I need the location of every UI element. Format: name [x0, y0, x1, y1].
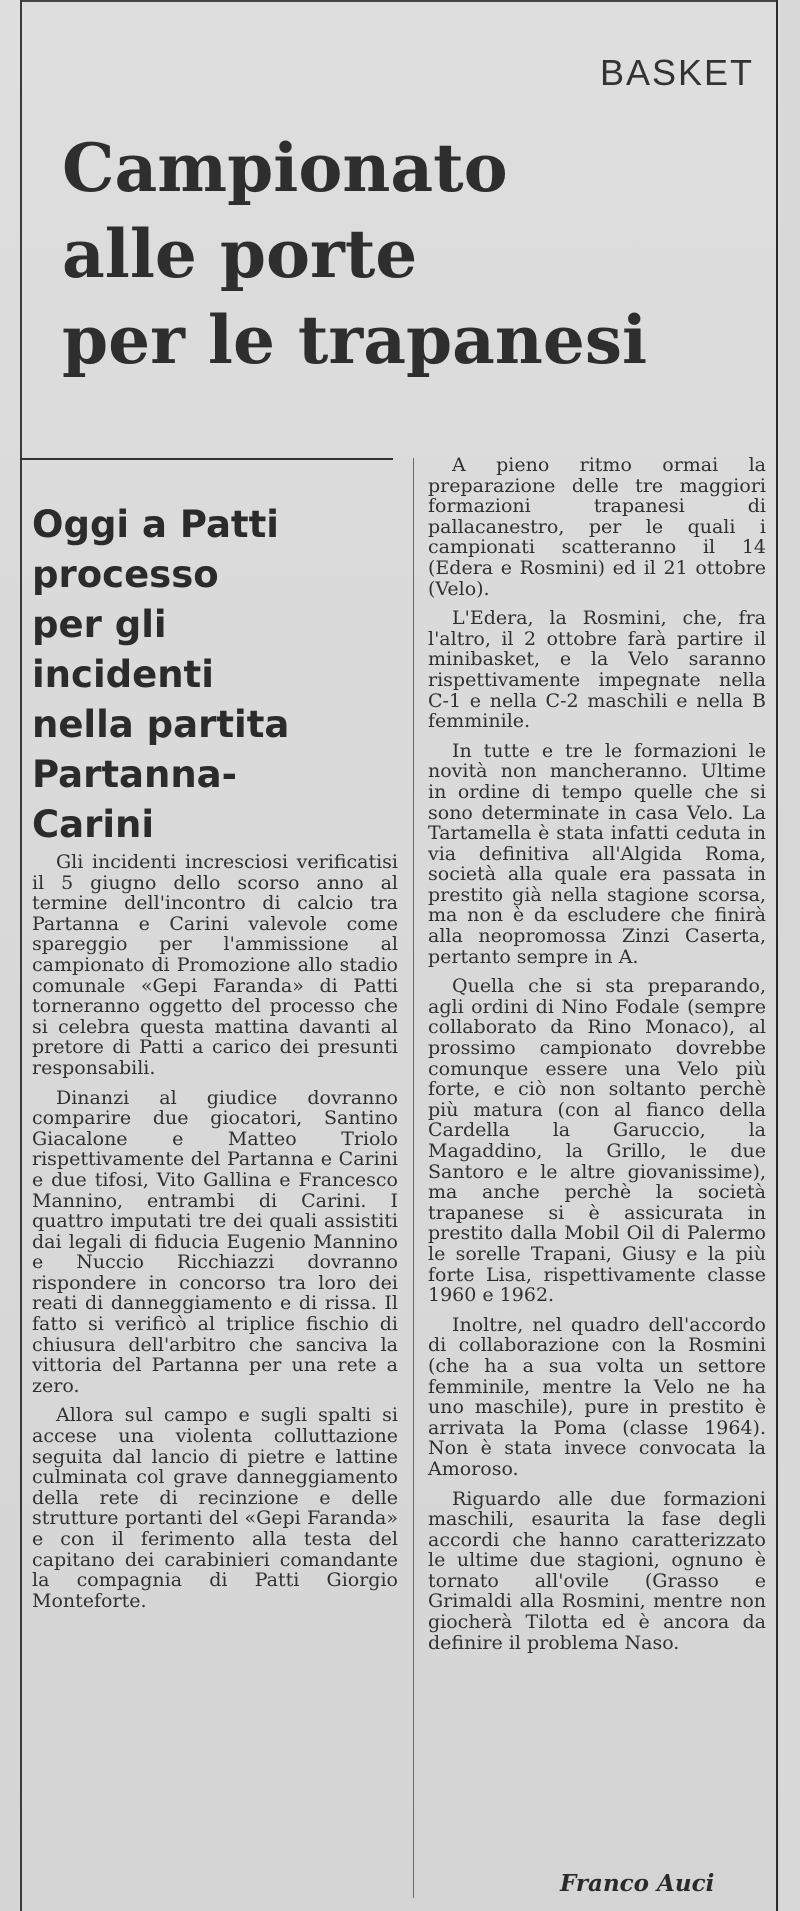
headline-line: per le trapanesi: [62, 301, 648, 379]
paragraph: Dinanzi al giudice dovranno comparire due giocatori, Santino Giacalone e Matteo Triolo rispettivamente del Partanna e Carini e due tifosi, Vito Gallina e Francesco Mannino, entrambi di Carini. I quattro imputati tre dei quali assistiti dai legali di fiducia Eugenio Mannino e Nuccio Ricchiazzi dovranno rispondere in concorso tra loro dei reati di danneggiamento e di rissa. Il fatto si verificò al triplice fischio di chiusura dell'arbitro che sanciva la vittoria del Partanna per una rete a zero.: [32, 1086, 398, 1397]
subhead-rule: [20, 458, 393, 460]
author-byline: Franco Auci: [560, 1870, 715, 1897]
column-divider: [413, 458, 414, 1898]
subhead-line: per gli: [32, 603, 167, 646]
headline: [62, 125, 762, 383]
paragraph: A pieno ritmo ormai la preparazione delle tre maggiori formazioni trapanesi di pallacanestro, per le quali i campionati scatteranno il 14 (Edera e Rosmini) ed il 21 ottobre (Velo).: [428, 454, 766, 600]
paragraph: L'Edera, la Rosmini, che, fra l'altro, il 2 ottobre farà partire il minibasket, e la Velo saranno rispettivamente impegnate nella C-1 e nella C-2 maschili e nella B femminile.: [428, 607, 766, 733]
left-article-body: [32, 852, 398, 1620]
paragraph: Allora sul campo e sugli spalti si accese una violenta colluttazione seguita dal lancio di pietre e lattine culminata col grave danneggiamento della rete di recinzione e delle strutture portanti del «Gepi Faranda» e con il ferimento alla testa del capitano dei carabinieri comandante la compagnia di Patti Giorgio Monteforte.: [32, 1404, 398, 1612]
subhead-line: processo: [32, 553, 219, 596]
headline-line: Campionato: [62, 129, 508, 207]
subhead-line: Carini: [32, 803, 155, 846]
paragraph: Inoltre, nel quadro dell'accordo di collaborazione con la Rosmini (che ha a sua volta un settore femminile, mentre la Velo ne ha uno maschile), pure in prestito è arrivata la Poma (classe 1964). Non è stata invece convocata la Amoroso.: [428, 1313, 766, 1480]
paragraph: Gli incidenti incresciosi verificatisi il 5 giugno dello scorso anno al termine dell'incontro di calcio tra Partanna e Carini valevole come spareggio per l'ammissione al campionato di Promozione allo stadio comunale «Gepi Faranda» di Patti torneranno oggetto del processo che si celebra questa mattina davanti al pretore di Patti a carico dei presunti responsabili.: [32, 851, 398, 1079]
subhead-line: nella partita: [32, 703, 290, 746]
left-border-rule: [20, 0, 22, 1911]
paragraph: Riguardo alle due formazioni maschili, esaurita la fase degli accordi che hanno caratterizzato le ultime due stagioni, ognuno è tornato all'ovile (Grasso e Grimaldi alla Rosmini, mentre non giocherà Tilotta ed è ancora da definire il problema Naso.: [428, 1487, 766, 1654]
subheadline: [32, 500, 402, 850]
right-article-body: [428, 455, 766, 1662]
section-label: BASKET: [600, 52, 755, 93]
right-border-rule: [776, 0, 778, 1911]
paragraph: In tutte e tre le formazioni le novità non mancheranno. Ultime in ordine di tempo quelle che si sono determinate in casa Velo. La Tartamella è stata infatti ceduta in via definitiva all'Algida Roma, società alla quale era passata in prestito già nella stagione scorsa, ma non è da escludere che finirà alla neopromossa Zinzi Caserta, pertanto sempre in A.: [428, 739, 766, 968]
subhead-line: Partanna-: [32, 753, 237, 796]
top-rule: [20, 0, 778, 2]
headline-line: alle porte: [62, 215, 418, 293]
subhead-line: incidenti: [32, 653, 214, 696]
paragraph: Quella che si sta preparando, agli ordini di Nino Fodale (sempre collaborato da Rino Monaco), al prossimo campionato dovrebbe comunque essere una Velo più forte, e ciò non soltanto perchè più matura (con al fianco della Cardella la Garuccio, la Magaddino, la Grillo, le due Santoro e le altre giovanissime), ma anche perchè la società trapanese si è assicurata in prestito dalla Mobil Oil di Palermo le sorelle Trapani, Giusy e la più forte Lisa, rispettivamente classe 1960 e 1962.: [428, 975, 766, 1307]
subhead-line: Oggi a Patti: [32, 503, 279, 546]
